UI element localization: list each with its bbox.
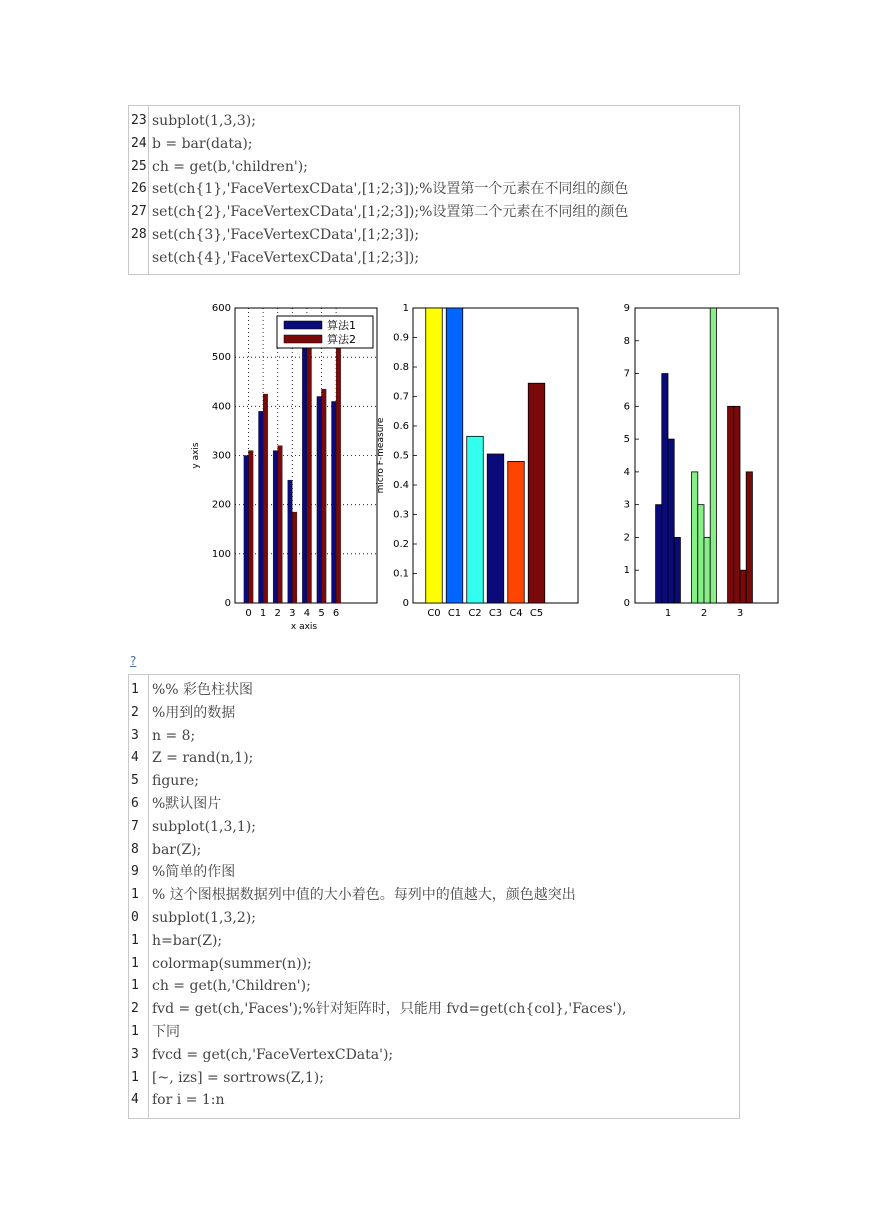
bar-算法1: [288, 480, 293, 603]
code-line: [129, 839, 739, 862]
x-tick-label: C0: [427, 608, 441, 619]
code-text: fvcd = get(ch,'FaceVertexCData');: [152, 1046, 394, 1063]
y-tick-label: 300: [211, 450, 231, 462]
code-text: set(ch{4},'FaceVertexCData',[1;2;3]);: [152, 249, 420, 266]
code-line: [129, 725, 739, 748]
y-tick-label: 6: [623, 401, 630, 413]
code-text: for i = 1:n: [152, 1092, 225, 1109]
bar-C1: [446, 308, 463, 603]
code-line: [129, 1067, 739, 1090]
code-line: [129, 747, 739, 770]
bar-group-3: [740, 570, 746, 603]
code-line: [129, 884, 739, 907]
x-tick-label: 3: [289, 608, 296, 619]
y-tick-label: 0: [224, 598, 231, 609]
bar-算法2: [292, 512, 297, 603]
code-text: colormap(summer(n));: [152, 955, 312, 972]
code-text: Z = rand(n,1);: [152, 750, 254, 767]
y-axis-label: y axis: [191, 442, 201, 469]
y-tick-label: 0.9: [393, 332, 409, 344]
x-tick-label: C2: [468, 608, 482, 619]
y-tick-label: 1: [623, 565, 630, 577]
bar-group-1: [656, 505, 662, 603]
legend-swatch: [284, 321, 322, 329]
legend-swatch: [284, 335, 322, 343]
y-tick-label: 600: [211, 303, 231, 314]
bar-算法2: [336, 342, 341, 603]
bar-算法2: [307, 342, 312, 603]
code-line: [129, 975, 739, 998]
code-line: [129, 1044, 739, 1067]
legend-label: 算法2: [327, 333, 356, 346]
bar-算法1: [273, 451, 278, 603]
code-line: [129, 998, 739, 1021]
bar-group-3: [728, 406, 734, 603]
code-line: [129, 1089, 739, 1112]
code-line: [129, 930, 739, 953]
code-line: [129, 247, 739, 270]
line-number: 26: [131, 181, 147, 197]
y-tick-label: 1: [402, 303, 409, 314]
code-line: [129, 770, 739, 793]
y-axis-label: micro F-measure: [376, 417, 386, 494]
code-block-bottom: [128, 674, 740, 1119]
line-number: 1: [131, 978, 139, 994]
bar-group-1: [674, 537, 680, 603]
bar-group-1: [662, 374, 668, 603]
line-number: 5: [131, 773, 139, 789]
code-text: subplot(1,3,2);: [152, 909, 256, 926]
code-line: [129, 133, 739, 156]
bar-C4: [508, 461, 525, 603]
code-text: set(ch{2},'FaceVertexCData',[1;2;3]);%设置第二个元素在不同组的颜色: [152, 204, 629, 221]
bar-算法2: [249, 451, 254, 603]
line-number: 7: [131, 818, 139, 834]
bar-C0: [426, 308, 443, 603]
code-text: %默认图片: [152, 795, 222, 812]
bar-算法1: [332, 401, 337, 603]
y-tick-label: 0.8: [393, 362, 409, 373]
code-line: [129, 702, 739, 725]
x-tick-label: 2: [700, 608, 708, 619]
y-tick-label: 0: [402, 598, 409, 609]
bar-C5: [528, 383, 545, 603]
figure-canvas: [180, 290, 800, 640]
x-tick-label: 0: [245, 608, 252, 619]
y-tick-label: 0.7: [393, 391, 409, 403]
y-tick-label: 200: [211, 499, 231, 511]
code-text: bar(Z);: [152, 841, 202, 858]
code-text: h=bar(Z);: [152, 932, 223, 949]
line-number: 3: [131, 727, 139, 743]
y-tick-label: 0.2: [393, 539, 409, 550]
x-tick-label: 6: [332, 608, 340, 619]
x-tick-label: 3: [736, 608, 744, 619]
code-line: [129, 201, 739, 224]
y-tick-label: 0.3: [393, 509, 409, 521]
y-tick-label: 0: [623, 598, 630, 609]
line-number: 1: [131, 1069, 139, 1085]
x-tick-label: C4: [509, 608, 523, 619]
line-number: 2: [131, 704, 139, 720]
x-tick-label: 5: [318, 608, 325, 619]
code-text: %简单的作图: [152, 864, 236, 881]
code-text: [~, izs] = sortrows(Z,1);: [152, 1069, 324, 1086]
line-number: 1: [131, 682, 139, 697]
line-number: 4: [131, 750, 139, 766]
y-tick-label: 5: [623, 434, 630, 446]
line-number: 2: [131, 1001, 139, 1017]
bar-算法1: [302, 347, 307, 603]
y-tick-label: 500: [211, 352, 231, 364]
bar-C3: [487, 454, 504, 603]
code-line: [129, 793, 739, 816]
bar-group-3: [734, 406, 740, 603]
code-text: subplot(1,3,1);: [152, 818, 256, 835]
x-axis-label: x axis: [290, 622, 318, 632]
x-tick-label: 2: [274, 608, 281, 619]
bar-group-2: [704, 537, 710, 603]
bar-group-2: [710, 308, 716, 603]
y-tick-label: 8: [623, 335, 630, 347]
line-number: 0: [131, 909, 139, 925]
code-line: [129, 679, 739, 702]
bar-算法1: [259, 411, 264, 603]
legend-label: 算法1: [327, 319, 356, 332]
y-tick-label: 0.5: [393, 450, 409, 462]
y-tick-label: 7: [623, 368, 630, 380]
x-tick-label: C3: [488, 608, 503, 619]
code-text: % 这个图根据数据列中值的大小着色。每列中的值越大，颜色越突出: [152, 887, 576, 904]
code-line: [129, 861, 739, 884]
line-number: 27: [131, 204, 147, 220]
bar-group-2: [698, 505, 704, 603]
code-text: set(ch{1},'FaceVertexCData',[1;2;3]);%设置第一个元素在不同组的颜色: [152, 181, 629, 198]
code-line: [129, 953, 739, 976]
code-text: ch = get(h,'Children');: [152, 978, 311, 995]
code-text: set(ch{3},'FaceVertexCData',[1;2;3]);: [152, 226, 420, 243]
code-line: [129, 816, 739, 839]
code-line: [129, 224, 739, 247]
bar-算法2: [322, 389, 327, 603]
line-number: 1: [131, 932, 139, 948]
bar-算法2: [263, 394, 268, 603]
x-tick-label: C1: [447, 608, 462, 619]
line-number: 23: [131, 113, 147, 128]
y-tick-label: 9: [623, 303, 630, 314]
code-block-top: [128, 105, 740, 275]
bar-算法1: [244, 456, 249, 604]
y-tick-label: 100: [211, 548, 231, 560]
code-line: [129, 907, 739, 930]
matlab-figure: [180, 290, 800, 640]
code-text: subplot(1,3,3);: [152, 113, 256, 129]
line-number: 1: [131, 887, 139, 903]
code-line: [129, 1021, 739, 1044]
code-text: ch = get(b,'children');: [152, 158, 308, 175]
bar-group-1: [668, 439, 674, 603]
line-number: 3: [131, 1046, 139, 1062]
y-tick-label: 4: [623, 466, 630, 478]
y-tick-label: 0.4: [393, 480, 409, 491]
y-tick-label: 0.1: [393, 568, 409, 580]
line-number: 1: [131, 955, 139, 971]
code-line: [129, 156, 739, 179]
code-line: [129, 110, 739, 133]
code-text: 下同: [152, 1023, 180, 1040]
x-tick-label: 1: [664, 608, 672, 619]
x-tick-label: 4: [303, 608, 311, 619]
y-tick-label: 0.6: [393, 421, 409, 432]
bar-算法2: [278, 446, 283, 603]
line-number: 6: [131, 795, 139, 811]
line-number: 1: [131, 1023, 139, 1039]
y-tick-label: 400: [211, 401, 231, 413]
line-number: 28: [131, 226, 147, 242]
code-text: %用到的数据: [152, 704, 236, 721]
line-number: 24: [131, 135, 147, 151]
line-number: 9: [131, 864, 139, 880]
code-text: b = bar(data);: [152, 135, 253, 152]
code-text: %% 彩色柱状图: [152, 682, 254, 698]
y-tick-label: 3: [623, 499, 630, 511]
x-tick-label: 1: [259, 608, 267, 619]
code-text: fvd = get(ch,'Faces');%针对矩阵时，只能用 fvd=get(ch{col},'Faces'),: [152, 1001, 627, 1018]
x-tick-label: C5: [529, 608, 544, 619]
code-text: n = 8;: [152, 727, 196, 744]
bar-C2: [467, 436, 484, 603]
line-number: 25: [131, 158, 147, 174]
help-link[interactable]: ?: [130, 654, 137, 668]
bar-group-2: [692, 472, 698, 603]
code-line: [129, 178, 739, 201]
code-text: figure;: [152, 773, 200, 790]
bar-算法1: [317, 397, 322, 604]
bar-group-3: [746, 472, 752, 603]
line-number: 4: [131, 1092, 139, 1108]
line-number: 8: [131, 841, 139, 857]
y-tick-label: 2: [623, 532, 630, 544]
